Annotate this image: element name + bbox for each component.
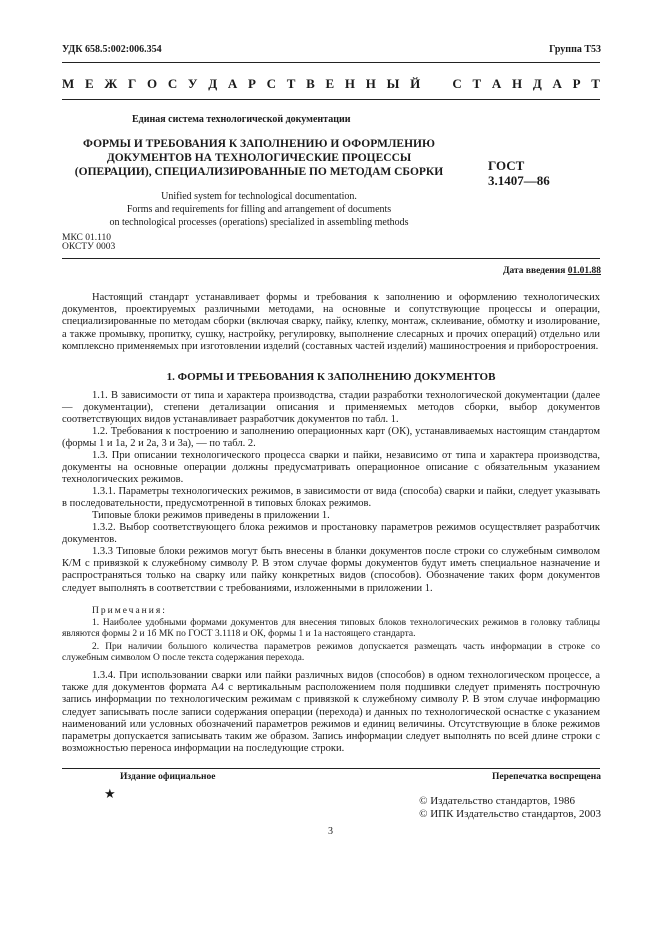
paragraph-1-3: 1.3. При описании технологического процесса сварки и пайки, независимо от типа и характера производства, документы на основные операции должны предусматривать операционное описание с обязательным указанием технологических режимов. <box>62 450 600 486</box>
paragraph-1-3-2: 1.3.2. Выбор соответствующего блока режимов и простановку параметров режимов осуществляет разработчик документов. <box>62 522 600 546</box>
date-rule <box>62 258 600 259</box>
introduction-date: Дата введения 01.01.88 <box>502 266 601 276</box>
official-edition: Издание официальное <box>120 772 216 782</box>
note-1: 1. Наиболее удобными формами документов для внесения типовых блоков технологических режимов в головку таблицы являются формы 2 и 1б МК по ГОСТ 3.1118 и ОК, формы 1 и 1а настоящего стандарта. <box>62 618 600 639</box>
group-code: Группа Т53 <box>549 44 601 55</box>
note-2: 2. При наличии большого количества параметров режимов допускается размещать часть информации в строке со служебным символом О после текста содержания перехода. <box>62 642 600 663</box>
reprint-prohibited: Перепечатка воспрещена <box>491 772 601 782</box>
copyright-block: © Издательство стандартов, 1986 © ИПК Издательство стандартов, 2003 <box>419 795 601 820</box>
section-1-heading: 1. ФОРМЫ И ТРЕБОВАНИЯ К ЗАПОЛНЕНИЮ ДОКУМЕНТОВ <box>166 371 496 383</box>
footer-rule <box>62 768 600 769</box>
paragraph-1-1: 1.1. В зависимости от типа и характера производства, стадии разработки технологической документации (далее — документации), степени детализации описания и применяемых методов сборки, выбор документов соответствующих видов устанавливает разработчик документов по табл. 1. <box>62 390 600 426</box>
top-rule <box>62 62 600 63</box>
paragraph-1-3-1: 1.3.1. Параметры технологических режимов, в зависимости от вида (способа) сварки и пайки, следует указывать в последовательности, предусмотренной в типовых блоках режимов. <box>62 486 600 510</box>
paragraph-1-3-4: 1.3.4. При использовании сварки или пайки различных видов (способов) в одном технологическом процессе, а также для документов формата А4 с вертикальным расположением поля подшивки следует применять построчную запись информации по технологическим режимам с привязкой к служебному символу Р. В этом случае информацию следует записывать после записи содержания операции (перехода) и данных по технологической оснастке с указанием наименований или условных обозначений параметров режимов и единиц величины. Отсутствующие в блоке режимов параметры допускается записывать таким же образом. Запись информации следует выполнять по всей длине строки с возможностью переноса информации на последующие строки. <box>62 670 600 755</box>
english-title: Unified system for technological documentation. Forms and requirements for filling and arrangement of documents on technological processes (operations) specialized in assembling methods <box>109 191 409 228</box>
banner-rule <box>62 99 600 100</box>
series-title: Единая система технологической документации <box>132 114 351 125</box>
udk-code: УДК 658.5:002:006.354 <box>62 44 162 55</box>
document-title: ФОРМЫ И ТРЕБОВАНИЯ К ЗАПОЛНЕНИЮ И ОФОРМЛЕНИЮ ДОКУМЕНТОВ НА ТЕХНОЛОГИЧЕСКИЕ ПРОЦЕССЫ (ОПЕРАЦИИ), СПЕЦИАЛИЗИРОВАННЫЕ ПО МЕТОДАМ СБОРКИ <box>74 138 444 178</box>
intro-paragraph: Настоящий стандарт устанавливает формы и требования к заполнению и оформлению технологических документов, проектируемых различными методами, на основные и сопутствующие процессы и операции, специализированные по методам сборки (включая сварку, пайку, клепку, монтаж, склеивание, обмотку и изолирование, а также промывку, пропитку, сушку, настройку, регулировку, выполнение слесарных и прочих операций) отдельно или комплексно применяемых при изготовлении изделий (составных частей изделий) машиностроения и приборостроения. <box>62 292 600 352</box>
paragraph-typical-blocks: Типовые блоки режимов приведены в приложении 1. <box>92 510 330 521</box>
paragraph-1-3-3: 1.3.3 Типовые блоки режимов могут быть внесены в бланки документов после строки со служебным символом К/М с привязкой к служебному символу Р. В этом случае формы документов будут иметь специальное назначение и распространяться только на сварку или пайку конкретных видов (способов). Обозначение таких форм документов следует выполнять в соответствии с требованиями, изложенными в приложении 1. <box>62 546 600 594</box>
notes-label: Примечания: <box>92 606 167 616</box>
paragraph-1-2: 1.2. Требования к построению и заполнению операционных карт (ОК), устанавливаемых настоящим стандартом (формы 1 и 1а, 2 и 2а, 3 и 3а), — по табл. 2. <box>62 426 600 450</box>
classification-codes: МКС 01.110 ОКСТУ 0003 <box>62 233 116 252</box>
star-icon: ★ <box>104 786 116 801</box>
gost-number: ГОСТ 3.1407—86 <box>488 158 550 188</box>
page-number: 3 <box>328 826 333 837</box>
standard-banner: М Е Ж Г О С У Д А Р С Т В Е Н Н Ы Й С Т А Н Д А Р Т <box>62 76 600 91</box>
